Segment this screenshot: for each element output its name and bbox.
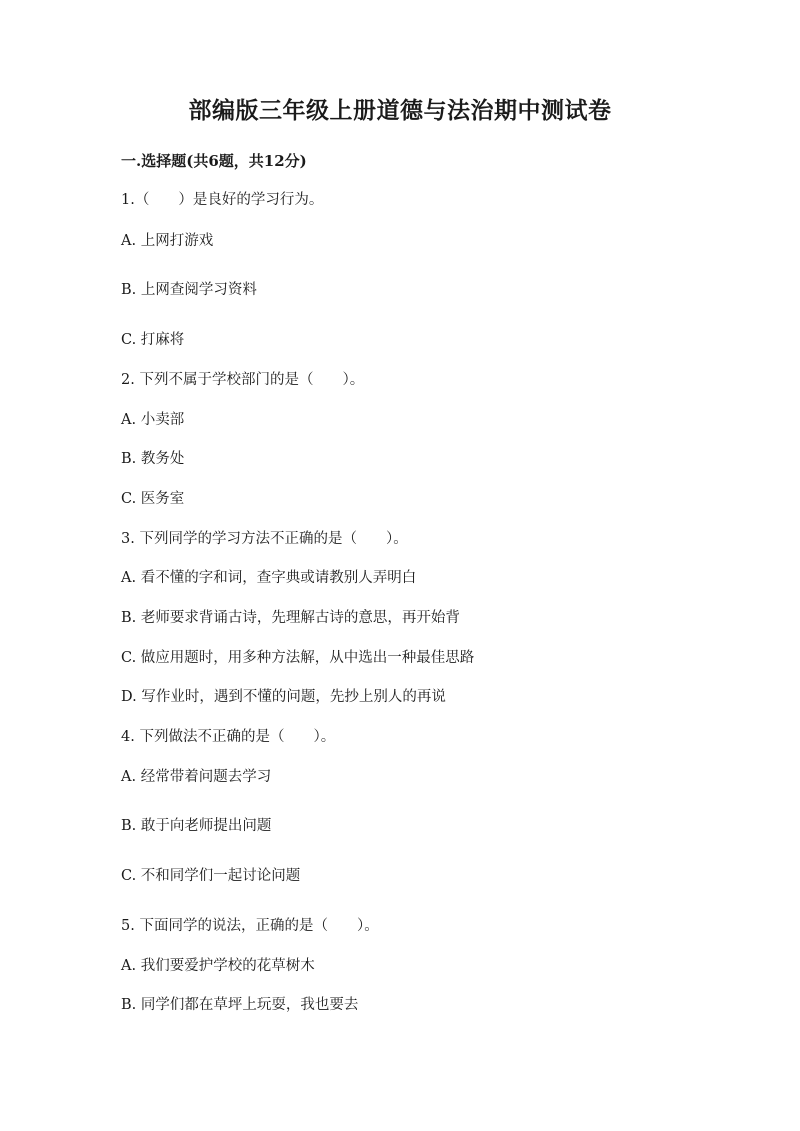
- question-2-option-b: B. 教务处: [121, 451, 185, 467]
- question-2-option-a: A. 小卖部: [121, 412, 185, 428]
- question-5-stem: 5. 下面同学的说法，正确的是（ ）。: [121, 918, 379, 934]
- question-2-option-c: C. 医务室: [121, 491, 185, 507]
- question-4-option-b: B. 敢于向老师提出问题: [121, 818, 272, 834]
- question-5-option-b: B. 同学们都在草坪上玩耍，我也要去: [121, 997, 359, 1013]
- question-4-stem: 4. 下列做法不正确的是（ ）。: [121, 729, 336, 745]
- question-3-option-c: C. 做应用题时，用多种方法解，从中选出一种最佳思路: [121, 650, 475, 666]
- section-heading: 一.选择题(共6题，共12分): [121, 152, 307, 170]
- question-4-option-c: C. 不和同学们一起讨论问题: [121, 868, 301, 884]
- question-1-stem: 1.（ ）是良好的学习行为。: [121, 192, 324, 208]
- question-3-option-a: A. 看不懂的字和词，查字典或请教别人弄明白: [121, 570, 417, 586]
- question-3-option-d: D. 写作业时，遇到不懂的问题，先抄上别人的再说: [121, 689, 446, 705]
- question-3-stem: 3. 下列同学的学习方法不正确的是（ ）。: [121, 531, 408, 547]
- question-1-option-b: B. 上网查阅学习资料: [121, 282, 257, 298]
- question-2-stem: 2. 下列不属于学校部门的是（ ）。: [121, 372, 365, 388]
- question-3-option-b: B. 老师要求背诵古诗，先理解古诗的意思，再开始背: [121, 610, 460, 626]
- question-1-option-a: A. 上网打游戏: [121, 233, 214, 249]
- page-title: 部编版三年级上册道德与法治期中测试卷: [188, 97, 612, 124]
- question-4-option-a: A. 经常带着问题去学习: [121, 769, 272, 785]
- question-1-option-c: C. 打麻将: [121, 332, 185, 348]
- question-5-option-a: A. 我们要爱护学校的花草树木: [121, 958, 315, 974]
